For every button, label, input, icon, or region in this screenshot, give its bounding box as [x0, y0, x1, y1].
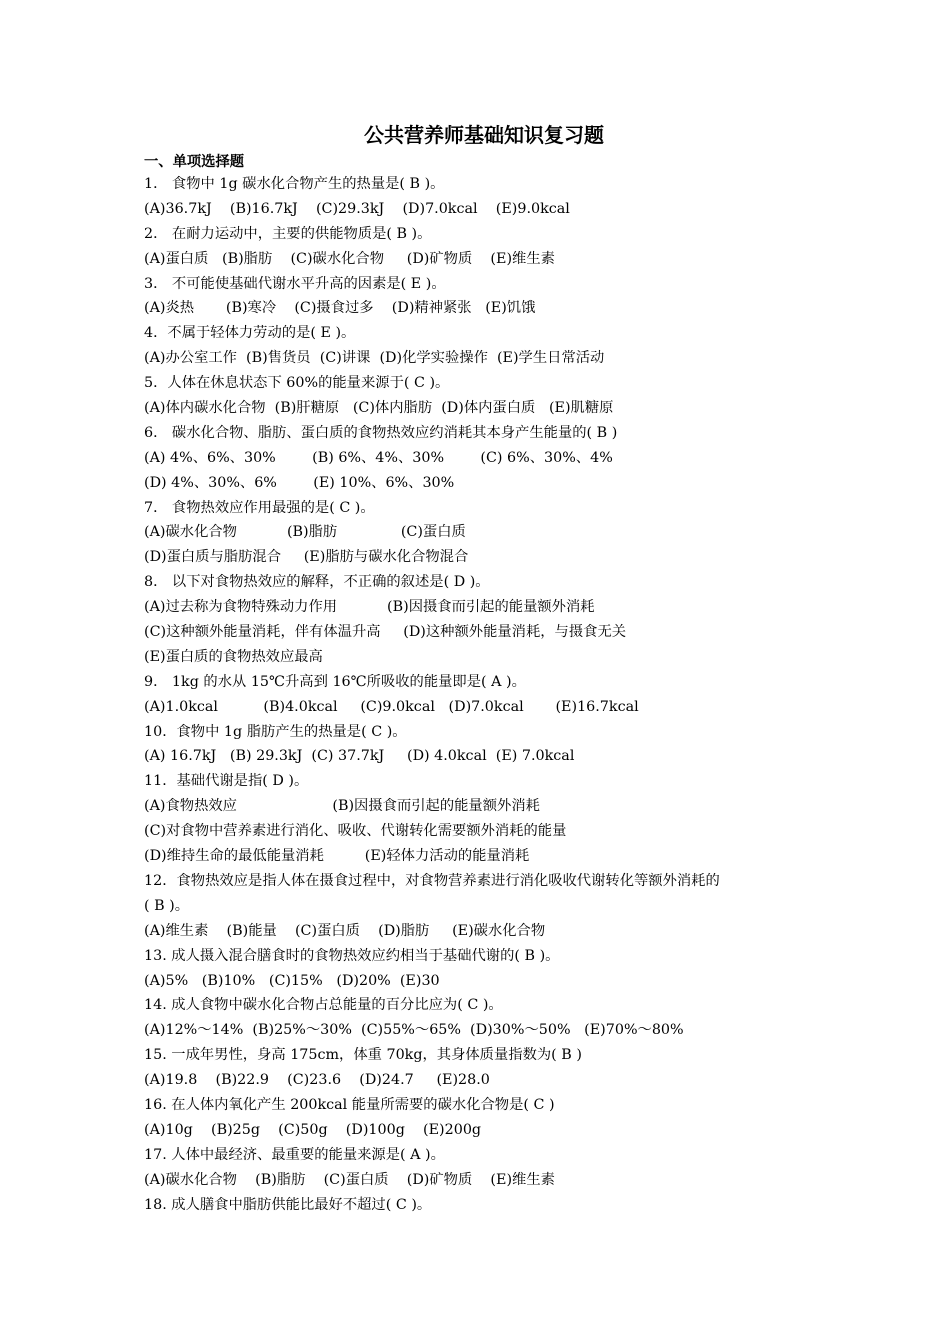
text-line: 11．基础代谢是指( D )。 [144, 773, 309, 790]
text-line: (A)炎热 (B)寒冷 (C)摄食过多 (D)精神紧张 (E)饥饿 [144, 300, 536, 317]
text-line: 3． 不可能使基础代谢水平升高的因素是( E )。 [144, 275, 446, 292]
text-line: 4．不属于轻体力劳动的是( E )。 [144, 325, 356, 342]
text-line: (A)36.7kJ (B)16.7kJ (C)29.3kJ (D)7.0kcal (E)9.0kcal [144, 200, 570, 217]
text-line: 5．人体在休息状态下 60%的能量来源于( C )。 [144, 375, 450, 392]
text-line: (C)对食物中营养素进行消化、吸收、代谢转化需要额外消耗的能量 [144, 823, 567, 840]
text-line: ( B )。 [144, 897, 190, 914]
text-line: (E)蛋白质的食物热效应最高 [144, 648, 323, 665]
text-line: (A)办公室工作 (B)售货员 (C)讲课 (D)化学实验操作 (E)学生日常活动 [144, 350, 605, 367]
text-line: (A) 4%、6%、30% (B) 6%、4%、30% (C) 6%、30%、4% [144, 449, 613, 466]
text-line: 12．食物热效应是指人体在摄食过程中，对食物营养素进行消化吸收代谢转化等额外消耗的 [144, 872, 720, 889]
text-line: (A)食物热效应 (B)因摄食而引起的能量额外消耗 [144, 798, 540, 815]
text-line: (A)5% (B)10% (C)15% (D)20% (E)30 [144, 972, 440, 989]
text-line: 1． 食物中 1g 碳水化合物产生的热量是( B )。 [144, 176, 445, 192]
text-line: (A)1.0kcal (B)4.0kcal (C)9.0kcal (D)7.0kcal (E)16.7kcal [144, 698, 639, 715]
text-line: 10．食物中 1g 脂肪产生的热量是( C )。 [144, 723, 407, 740]
text-line: (D) 4%、30%、6% (E) 10%、6%、30% [144, 474, 455, 491]
text-line: 7． 食物热效应作用最强的是( C )。 [144, 499, 375, 516]
text-line: (A)12%～14% (B)25%～30% (C)55%～65% (D)30%～50% (E)70%～80% [144, 1022, 684, 1039]
text-line: 18. 成人膳食中脂肪供能比最好不超过( C )。 [144, 1196, 432, 1213]
text-line: (A)体内碳水化合物 (B)肝糖原 (C)体内脂肪 (D)体内蛋白质 (E)肌糖原 [144, 400, 614, 417]
text-line: 2． 在耐力运动中，主要的供能物质是( B )。 [144, 225, 432, 242]
question-list [144, 172, 824, 1217]
text-line: (A)10g (B)25g (C)50g (D)100g (E)200g [144, 1121, 482, 1138]
text-line: (A) 16.7kJ (B) 29.3kJ (C) 37.7kJ (D) 4.0kcal (E) 7.0kcal [144, 748, 575, 765]
text-line: 13. 成人摄入混合膳食时的食物热效应约相当于基础代谢的( B )。 [144, 947, 560, 964]
text-line: (A)维生素 (B)能量 (C)蛋白质 (D)脂肪 (E)碳水化合物 [144, 922, 546, 939]
document-page [144, 118, 824, 1217]
text-line: 9． 1kg 的水从 15℃升高到 16℃所吸收的能量即是( A )。 [144, 673, 526, 690]
document-title: 公共营养师基础知识复习题 [364, 123, 604, 147]
text-line: (D)维持生命的最低能量消耗 (E)轻体力活动的能量消耗 [144, 848, 530, 865]
text-line: 14. 成人食物中碳水化合物占总能量的百分比应为( C )。 [144, 997, 503, 1014]
text-line: (A)碳水化合物 (B)脂肪 (C)蛋白质 [144, 524, 466, 541]
text-line: (A)过去称为食物特殊动力作用 (B)因摄食而引起的能量额外消耗 [144, 599, 595, 616]
section-heading: 一、单项选择题 [144, 154, 245, 170]
text-line: (D)蛋白质与脂肪混合 (E)脂肪与碳水化合物混合 [144, 549, 469, 566]
text-line: (C)这种额外能量消耗，伴有体温升高 (D)这种额外能量消耗，与摄食无关 [144, 624, 627, 641]
text-line: (A)蛋白质 (B)脂肪 (C)碳水化合物 (D)矿物质 (E)维生素 [144, 250, 555, 267]
text-line: 17. 人体中最经济、最重要的能量来源是( A )。 [144, 1146, 445, 1163]
text-line: (A)19.8 (B)22.9 (C)23.6 (D)24.7 (E)28.0 [144, 1072, 490, 1089]
text-line: 6． 碳水化合物、脂肪、蛋白质的食物热效应约消耗其本身产生能量的( B ) [144, 424, 618, 441]
text-line: (A)碳水化合物 (B)脂肪 (C)蛋白质 (D)矿物质 (E)维生素 [144, 1171, 555, 1188]
text-line: 8． 以下对食物热效应的解释，不正确的叙述是( D )。 [144, 574, 490, 591]
text-line: 16. 在人体内氧化产生 200kcal 能量所需要的碳水化合物是( C ) [144, 1096, 555, 1113]
text-line: 15. 一成年男性，身高 175cm，体重 70kg，其身体质量指数为( B ) [144, 1047, 582, 1064]
